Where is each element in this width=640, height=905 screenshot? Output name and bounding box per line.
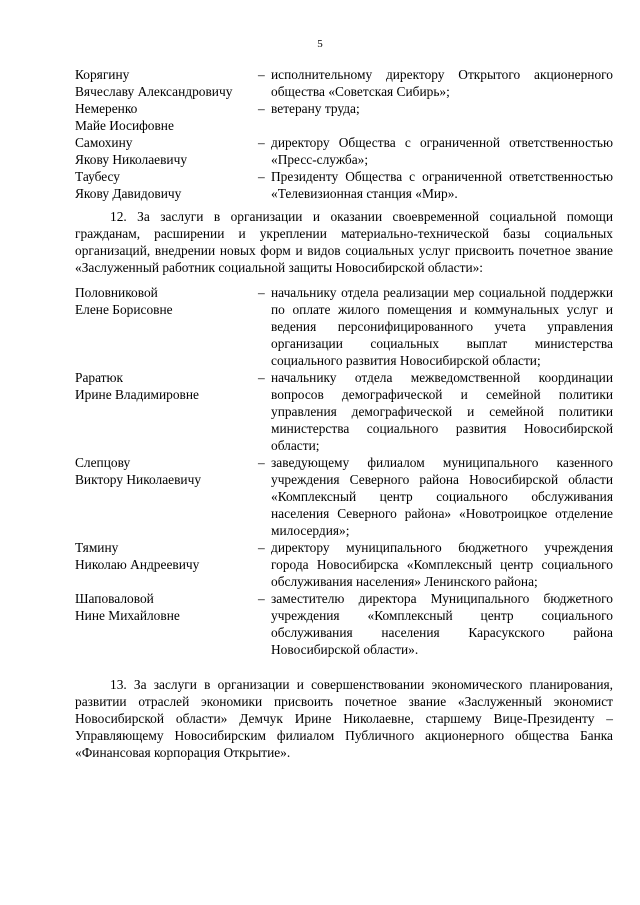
dash-separator: – — [258, 67, 265, 82]
paragraph-12: 12. За заслуги в организации и оказании своевременной социальной помощи гражданам, расширении и укреплении материально-технической базы социальных организаций, внедрении новых форм и видов социальных услуг присвоить почетное звание «Заслуженный работник социальной защиты Новосибирской области»: — [75, 209, 613, 275]
awardee-name: Половниковой Елене Борисовне — [75, 285, 173, 317]
dash-separator: – — [258, 169, 265, 184]
awardee-entry — [75, 66, 613, 100]
dash-separator: – — [258, 135, 265, 150]
paragraph-13: 13. За заслуги в организации и совершенствовании экономического планирования, развитии отраслей экономики присвоить почетное звание «Заслуженный экономист Новосибирской области» Демчук Ирине Николаевне, старшему Вице-Президенту – Управляющему Новосибирским филиалом Публичного акционерного общества Банка «Финансовая корпорация Открытие». — [75, 677, 613, 760]
awardee-position: Президенту Общества с ограниченной ответственностью «Телевизионная станция «Мир». — [271, 169, 613, 201]
awardee-name: Самохину Якову Николаевичу — [75, 135, 188, 167]
dash-separator: – — [258, 370, 265, 385]
awardee-position: заместителю директора Муниципального бюджетного учреждения «Комплексный центр социального обслуживания населения Карасукского района Новосибирской области». — [271, 591, 613, 657]
awardee-entry — [75, 134, 613, 168]
awardee-entry — [75, 284, 613, 369]
awardee-entry — [75, 168, 613, 202]
awardee-position: директору Общества с ограниченной ответственностью «Пресс-служба»; — [271, 135, 613, 167]
awardee-entry — [75, 539, 613, 590]
awardee-name: Тямину Николаю Андреевичу — [75, 540, 200, 572]
dash-separator: – — [258, 540, 265, 555]
awardee-list-2 — [75, 284, 613, 658]
awardee-entry — [75, 369, 613, 454]
page-number: 5 — [317, 38, 323, 50]
awardee-position: директору муниципального бюджетного учреждения города Новосибирска «Комплексный центр социального обслуживания населения» Ленинского района; — [271, 540, 613, 589]
dash-separator: – — [258, 591, 265, 606]
dash-separator: – — [258, 455, 265, 470]
dash-separator: – — [258, 101, 265, 116]
awardee-position: заведующему филиалом муниципального казенного учреждения Северного района Новосибирской области «Комплексный центр социального обслуживания населения Северного района» «Новотроицкое отделение милосердия»; — [271, 455, 613, 538]
awardee-name: Слепцову Виктору Николаевичу — [75, 455, 202, 487]
awardee-entry — [75, 100, 613, 134]
awardee-name: Корягину Вячеславу Александровичу — [75, 67, 233, 99]
awardee-list-1 — [75, 66, 613, 202]
awardee-position: начальнику отдела реализации мер социальной поддержки по оплате жилого помещения и коммунальных услуг и ведения персонифицированного учета управления организации социальных выплат министерства социального развития Новосибирской области; — [271, 285, 613, 368]
awardee-entry — [75, 590, 613, 658]
awardee-position: ветерану труда; — [271, 101, 360, 116]
awardee-position: начальнику отдела межведомственной координации вопросов демографической и семейной политики управления демографической и семейной политики министерства социального развития Новосибирской области; — [271, 370, 613, 453]
awardee-name: Шаповаловой Нине Михайловне — [75, 591, 180, 623]
awardee-name: Раратюк Ирине Владимировне — [75, 370, 199, 402]
awardee-entry — [75, 454, 613, 539]
dash-separator: – — [258, 285, 265, 300]
awardee-name: Немеренко Майе Иосифовне — [75, 101, 174, 133]
awardee-position: исполнительному директору Открытого акционерного общества «Советская Сибирь»; — [271, 67, 613, 99]
document-body — [75, 66, 613, 769]
awardee-name: Таубесу Якову Давидовичу — [75, 169, 182, 201]
